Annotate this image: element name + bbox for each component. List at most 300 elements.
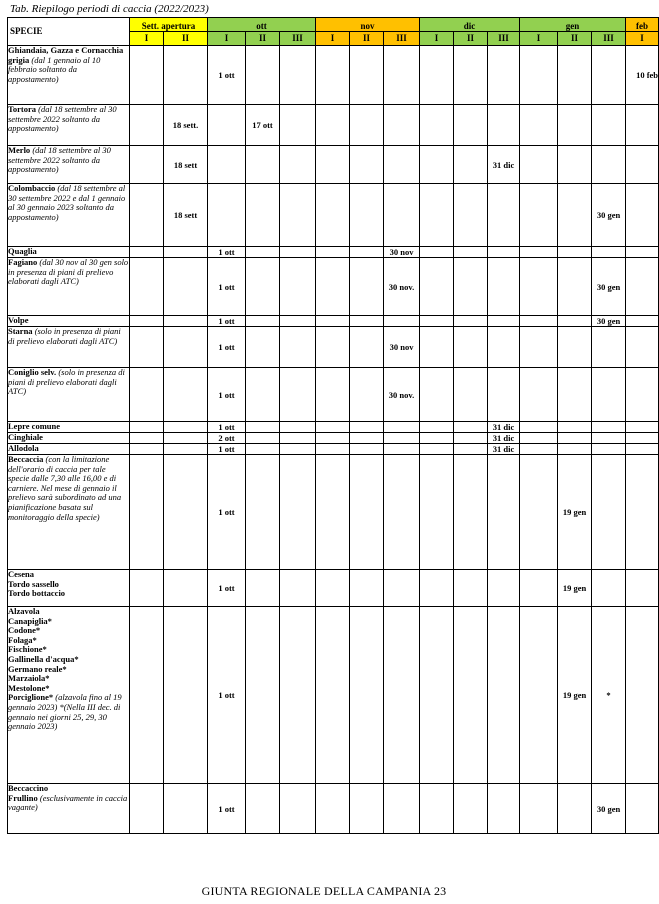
period-cell bbox=[420, 368, 454, 422]
species-cell bbox=[8, 327, 130, 368]
period-cell bbox=[280, 784, 316, 834]
period-cell bbox=[280, 368, 316, 422]
period-cell: 1 ott bbox=[208, 247, 246, 258]
species-name: Merlo bbox=[8, 145, 31, 155]
species-note: (dal 30 nov al 30 gen solo in presenza di piani di prelievo elaborati dagli ATC) bbox=[8, 257, 129, 287]
period-cell: 18 sett bbox=[164, 184, 208, 247]
table-row bbox=[8, 327, 659, 368]
decade-header: I bbox=[208, 32, 246, 46]
period-cell bbox=[488, 258, 520, 316]
period-cell bbox=[420, 570, 454, 607]
period-cell: 30 nov. bbox=[384, 368, 420, 422]
period-cell bbox=[558, 258, 592, 316]
period-cell bbox=[350, 258, 384, 316]
table-row bbox=[8, 247, 659, 258]
species-cell bbox=[8, 607, 130, 784]
period-cell bbox=[454, 422, 488, 433]
table-row bbox=[8, 607, 659, 784]
period-cell bbox=[558, 433, 592, 444]
period-cell bbox=[280, 105, 316, 146]
period-cell bbox=[626, 433, 659, 444]
period-cell bbox=[520, 46, 558, 105]
period-cell bbox=[420, 784, 454, 834]
period-cell bbox=[246, 247, 280, 258]
period-cell bbox=[592, 105, 626, 146]
period-cell bbox=[246, 433, 280, 444]
page-footer: GIUNTA REGIONALE DELLA CAMPANIA 23 bbox=[201, 884, 447, 898]
period-cell bbox=[454, 184, 488, 247]
period-cell bbox=[626, 422, 659, 433]
period-cell bbox=[130, 46, 164, 105]
period-cell bbox=[280, 327, 316, 368]
decade-header: I bbox=[520, 32, 558, 46]
species-name: Volpe bbox=[8, 315, 29, 325]
species-name: Ghiandaia, Gazza e Cornacchia grigia bbox=[8, 45, 124, 65]
period-cell bbox=[558, 146, 592, 184]
period-cell bbox=[350, 184, 384, 247]
period-cell bbox=[130, 146, 164, 184]
period-cell bbox=[520, 455, 558, 570]
table-row bbox=[8, 368, 659, 422]
period-cell bbox=[520, 784, 558, 834]
specie-header: SPECIE bbox=[8, 18, 130, 46]
period-cell bbox=[316, 607, 350, 784]
species-cell bbox=[8, 258, 130, 316]
period-cell bbox=[316, 784, 350, 834]
period-cell bbox=[280, 607, 316, 784]
period-cell bbox=[316, 258, 350, 316]
period-cell bbox=[420, 327, 454, 368]
period-cell bbox=[558, 46, 592, 105]
period-cell bbox=[384, 570, 420, 607]
period-cell bbox=[626, 368, 659, 422]
period-cell: 31 dic bbox=[488, 444, 520, 455]
table-row bbox=[8, 784, 659, 834]
period-cell bbox=[420, 46, 454, 105]
period-cell: 1 ott bbox=[208, 607, 246, 784]
period-cell: 19 gen bbox=[558, 455, 592, 570]
period-cell bbox=[592, 46, 626, 105]
period-cell bbox=[488, 368, 520, 422]
month-header-nov: nov bbox=[316, 18, 420, 32]
period-cell bbox=[130, 368, 164, 422]
species-cell bbox=[8, 444, 130, 455]
period-cell bbox=[488, 316, 520, 327]
period-cell bbox=[246, 455, 280, 570]
hunting-periods-table bbox=[7, 17, 659, 834]
period-cell bbox=[130, 444, 164, 455]
period-cell bbox=[350, 327, 384, 368]
period-cell bbox=[488, 455, 520, 570]
period-cell: 1 ott bbox=[208, 455, 246, 570]
period-cell bbox=[454, 258, 488, 316]
decade-header: I bbox=[316, 32, 350, 46]
period-cell: 17 ott bbox=[246, 105, 280, 146]
species-name: Starna bbox=[8, 326, 33, 336]
period-cell bbox=[626, 570, 659, 607]
period-cell bbox=[246, 422, 280, 433]
period-cell bbox=[316, 570, 350, 607]
decade-header: I bbox=[420, 32, 454, 46]
species-name: Beccaccia bbox=[8, 454, 44, 464]
period-cell: 30 nov bbox=[384, 327, 420, 368]
period-cell bbox=[626, 146, 659, 184]
period-cell bbox=[420, 433, 454, 444]
species-name: Beccaccino Frullino bbox=[8, 783, 49, 803]
period-cell bbox=[246, 784, 280, 834]
period-cell bbox=[280, 455, 316, 570]
period-cell bbox=[130, 784, 164, 834]
period-cell bbox=[164, 444, 208, 455]
period-cell bbox=[384, 146, 420, 184]
period-cell bbox=[488, 46, 520, 105]
species-name: Colombaccio bbox=[8, 183, 56, 193]
period-cell bbox=[558, 105, 592, 146]
period-cell bbox=[350, 422, 384, 433]
month-header-dic: dic bbox=[420, 18, 520, 32]
period-cell bbox=[558, 422, 592, 433]
species-note: (dal 1 gennaio al 10 febbraio soltanto da appostamento) bbox=[8, 54, 101, 84]
period-cell bbox=[316, 316, 350, 327]
decade-header: III bbox=[384, 32, 420, 46]
period-cell bbox=[246, 184, 280, 247]
period-cell bbox=[350, 105, 384, 146]
period-cell bbox=[164, 258, 208, 316]
period-cell bbox=[316, 368, 350, 422]
period-cell bbox=[246, 607, 280, 784]
period-cell bbox=[280, 184, 316, 247]
period-cell: 18 sett. bbox=[164, 105, 208, 146]
species-name: Cesena Tordo sassello Tordo bottaccio bbox=[8, 569, 66, 599]
period-cell bbox=[280, 422, 316, 433]
period-cell bbox=[520, 146, 558, 184]
period-cell bbox=[350, 607, 384, 784]
period-cell bbox=[280, 444, 316, 455]
period-cell bbox=[454, 105, 488, 146]
period-cell bbox=[384, 316, 420, 327]
period-cell bbox=[454, 368, 488, 422]
period-cell: 31 dic bbox=[488, 422, 520, 433]
period-cell bbox=[488, 184, 520, 247]
period-cell bbox=[420, 607, 454, 784]
period-cell bbox=[164, 607, 208, 784]
period-cell bbox=[454, 247, 488, 258]
species-note: (solo in presenza di piani di prelievo elaborati dagli ATC) bbox=[8, 367, 125, 397]
period-cell: * bbox=[592, 607, 626, 784]
period-cell bbox=[384, 184, 420, 247]
period-cell bbox=[316, 184, 350, 247]
period-cell bbox=[420, 247, 454, 258]
period-cell bbox=[316, 444, 350, 455]
species-cell bbox=[8, 570, 130, 607]
period-cell bbox=[130, 422, 164, 433]
period-cell bbox=[592, 455, 626, 570]
species-cell bbox=[8, 784, 130, 834]
species-name: Cinghiale bbox=[8, 432, 43, 442]
period-cell bbox=[280, 570, 316, 607]
period-cell bbox=[558, 316, 592, 327]
period-cell bbox=[208, 105, 246, 146]
period-cell: 31 dic bbox=[488, 433, 520, 444]
period-cell: 10 feb bbox=[626, 46, 659, 105]
period-cell bbox=[350, 46, 384, 105]
table-row bbox=[8, 105, 659, 146]
species-name: Coniglio selv. bbox=[8, 367, 57, 377]
period-cell bbox=[164, 247, 208, 258]
period-cell bbox=[350, 455, 384, 570]
period-cell bbox=[350, 316, 384, 327]
species-cell bbox=[8, 146, 130, 184]
period-cell bbox=[384, 444, 420, 455]
period-cell: 1 ott bbox=[208, 368, 246, 422]
period-cell bbox=[488, 105, 520, 146]
period-cell bbox=[350, 433, 384, 444]
period-cell bbox=[384, 422, 420, 433]
period-cell bbox=[316, 433, 350, 444]
period-cell: 1 ott bbox=[208, 327, 246, 368]
period-cell bbox=[626, 444, 659, 455]
period-cell bbox=[520, 570, 558, 607]
table-row bbox=[8, 258, 659, 316]
decade-header: II bbox=[454, 32, 488, 46]
period-cell bbox=[164, 570, 208, 607]
period-cell: 1 ott bbox=[208, 46, 246, 105]
period-cell bbox=[350, 247, 384, 258]
period-cell bbox=[316, 105, 350, 146]
period-cell bbox=[164, 433, 208, 444]
period-cell bbox=[280, 247, 316, 258]
table-row bbox=[8, 146, 659, 184]
period-cell bbox=[246, 146, 280, 184]
period-cell bbox=[626, 327, 659, 368]
species-name: Tortora bbox=[8, 104, 37, 114]
period-cell bbox=[454, 455, 488, 570]
period-cell bbox=[420, 258, 454, 316]
period-cell bbox=[520, 368, 558, 422]
period-cell: 30 gen bbox=[592, 184, 626, 247]
period-cell bbox=[520, 184, 558, 247]
period-cell bbox=[488, 784, 520, 834]
month-header-gen: gen bbox=[520, 18, 626, 32]
period-cell bbox=[384, 105, 420, 146]
species-name: Lepre comune bbox=[8, 421, 61, 431]
period-cell bbox=[454, 146, 488, 184]
period-cell: 1 ott bbox=[208, 258, 246, 316]
period-cell bbox=[384, 607, 420, 784]
period-cell bbox=[592, 570, 626, 607]
period-cell bbox=[164, 784, 208, 834]
period-cell bbox=[246, 46, 280, 105]
period-cell: 30 gen bbox=[592, 316, 626, 327]
period-cell bbox=[130, 105, 164, 146]
decade-header: I bbox=[626, 32, 659, 46]
species-cell bbox=[8, 46, 130, 105]
period-cell bbox=[626, 784, 659, 834]
period-cell bbox=[520, 105, 558, 146]
period-cell bbox=[592, 247, 626, 258]
period-cell bbox=[130, 316, 164, 327]
period-cell bbox=[558, 247, 592, 258]
period-cell bbox=[558, 327, 592, 368]
period-cell bbox=[246, 368, 280, 422]
table-row bbox=[8, 455, 659, 570]
decade-header: II bbox=[164, 32, 208, 46]
decade-header: III bbox=[280, 32, 316, 46]
period-cell bbox=[316, 327, 350, 368]
period-cell bbox=[520, 433, 558, 444]
period-cell: 1 ott bbox=[208, 316, 246, 327]
period-cell bbox=[246, 570, 280, 607]
species-note: (dal 18 settembre al 30 settembre 2022 e dal 1 gennaio al 30 gennaio 2023 soltanto da appostamento) bbox=[8, 183, 126, 222]
period-cell: 30 gen bbox=[592, 784, 626, 834]
period-cell bbox=[420, 146, 454, 184]
period-cell bbox=[520, 258, 558, 316]
period-cell bbox=[420, 455, 454, 570]
period-cell: 18 sett bbox=[164, 146, 208, 184]
period-cell bbox=[520, 316, 558, 327]
period-cell bbox=[520, 422, 558, 433]
species-cell bbox=[8, 247, 130, 258]
species-cell bbox=[8, 105, 130, 146]
period-cell: 30 nov bbox=[384, 247, 420, 258]
period-cell bbox=[316, 455, 350, 570]
period-cell bbox=[626, 316, 659, 327]
period-cell bbox=[280, 316, 316, 327]
table-row bbox=[8, 316, 659, 327]
period-cell bbox=[208, 184, 246, 247]
period-cell bbox=[130, 258, 164, 316]
period-cell bbox=[350, 570, 384, 607]
period-cell bbox=[626, 184, 659, 247]
period-cell bbox=[316, 247, 350, 258]
period-cell bbox=[558, 368, 592, 422]
period-cell bbox=[592, 327, 626, 368]
species-cell bbox=[8, 184, 130, 247]
period-cell bbox=[420, 444, 454, 455]
period-cell bbox=[280, 146, 316, 184]
period-cell bbox=[454, 46, 488, 105]
period-cell bbox=[558, 444, 592, 455]
species-note: (dal 18 settembre al 30 settembre 2022 soltanto da appostamento) bbox=[8, 104, 117, 134]
period-cell bbox=[592, 444, 626, 455]
period-cell bbox=[420, 316, 454, 327]
period-cell bbox=[130, 607, 164, 784]
period-cell bbox=[350, 784, 384, 834]
period-cell bbox=[350, 444, 384, 455]
period-cell: 2 ott bbox=[208, 433, 246, 444]
period-cell: 31 dic bbox=[488, 146, 520, 184]
period-cell bbox=[592, 433, 626, 444]
period-cell bbox=[280, 258, 316, 316]
decade-header: III bbox=[488, 32, 520, 46]
period-cell bbox=[316, 422, 350, 433]
period-cell bbox=[520, 607, 558, 784]
period-cell bbox=[488, 247, 520, 258]
table-row bbox=[8, 433, 659, 444]
period-cell bbox=[130, 247, 164, 258]
species-note: (solo in presenza di piani di prelievo elaborati dagli ATC) bbox=[8, 326, 121, 346]
period-cell bbox=[164, 316, 208, 327]
species-name: Fagiano bbox=[8, 257, 38, 267]
period-cell: 30 gen bbox=[592, 258, 626, 316]
period-cell bbox=[592, 422, 626, 433]
period-cell: 30 nov. bbox=[384, 258, 420, 316]
period-cell bbox=[130, 455, 164, 570]
month-header-feb: feb bbox=[626, 18, 659, 32]
species-cell bbox=[8, 316, 130, 327]
period-cell: 1 ott bbox=[208, 784, 246, 834]
period-cell bbox=[246, 316, 280, 327]
period-cell bbox=[454, 607, 488, 784]
period-cell bbox=[626, 607, 659, 784]
period-cell bbox=[420, 422, 454, 433]
table-row bbox=[8, 184, 659, 247]
period-cell bbox=[454, 570, 488, 607]
species-note: (con la limitazione dell'orario di caccia per tale specie dalle 7,30 alle 16,00 e di carniere. Nel mese di gennaio il prelievo sarà subordinato ad una pianificazione basata sul monitoraggio della specie) bbox=[8, 454, 122, 522]
period-cell bbox=[164, 327, 208, 368]
period-cell bbox=[246, 444, 280, 455]
period-cell bbox=[626, 247, 659, 258]
month-header-ott: ott bbox=[208, 18, 316, 32]
period-cell bbox=[384, 46, 420, 105]
period-cell bbox=[384, 455, 420, 570]
period-cell bbox=[164, 368, 208, 422]
period-cell: 1 ott bbox=[208, 570, 246, 607]
table-row bbox=[8, 422, 659, 433]
decade-header: III bbox=[592, 32, 626, 46]
period-cell bbox=[454, 327, 488, 368]
table-row bbox=[8, 570, 659, 607]
period-cell bbox=[350, 368, 384, 422]
period-cell bbox=[592, 368, 626, 422]
period-cell: 1 ott bbox=[208, 422, 246, 433]
period-cell bbox=[454, 784, 488, 834]
period-cell bbox=[384, 433, 420, 444]
period-cell bbox=[454, 433, 488, 444]
period-cell bbox=[164, 46, 208, 105]
period-cell bbox=[454, 316, 488, 327]
decade-header: II bbox=[246, 32, 280, 46]
period-cell bbox=[558, 784, 592, 834]
period-cell bbox=[130, 433, 164, 444]
period-cell bbox=[246, 327, 280, 368]
species-note: (dal 18 settembre al 30 settembre 2022 soltanto da appostamento) bbox=[8, 145, 111, 175]
period-cell bbox=[626, 105, 659, 146]
period-cell bbox=[420, 105, 454, 146]
month-header-sett: Sett. apertura bbox=[130, 18, 208, 32]
period-cell: 19 gen bbox=[558, 570, 592, 607]
period-cell bbox=[316, 46, 350, 105]
period-cell bbox=[130, 327, 164, 368]
period-cell bbox=[454, 444, 488, 455]
period-cell bbox=[384, 784, 420, 834]
decade-header: II bbox=[350, 32, 384, 46]
species-name: Alzavola Canapiglia* Codone* Folaga* Fischione* Gallinella d'acqua* Germano reale* Marzaiola* Mestolone* Porciglione* bbox=[8, 606, 79, 703]
period-cell bbox=[246, 258, 280, 316]
table-caption: Tab. Riepilogo periodi di caccia (2022/2023) bbox=[10, 3, 209, 15]
species-name: Quaglia bbox=[8, 246, 37, 256]
period-cell bbox=[280, 46, 316, 105]
period-cell bbox=[488, 327, 520, 368]
period-cell bbox=[488, 570, 520, 607]
species-name: Allodola bbox=[8, 443, 39, 453]
species-note: (esclusivamente in caccia vagante) bbox=[8, 792, 128, 813]
period-cell bbox=[130, 570, 164, 607]
species-note: (alzavola fino al 19 gennaio 2023) *(Nella III dec. di gennaio nei giorni 25, 29, 30 gennaio 2023) bbox=[8, 692, 122, 732]
table-row bbox=[8, 46, 659, 105]
period-cell bbox=[626, 258, 659, 316]
period-cell bbox=[280, 433, 316, 444]
